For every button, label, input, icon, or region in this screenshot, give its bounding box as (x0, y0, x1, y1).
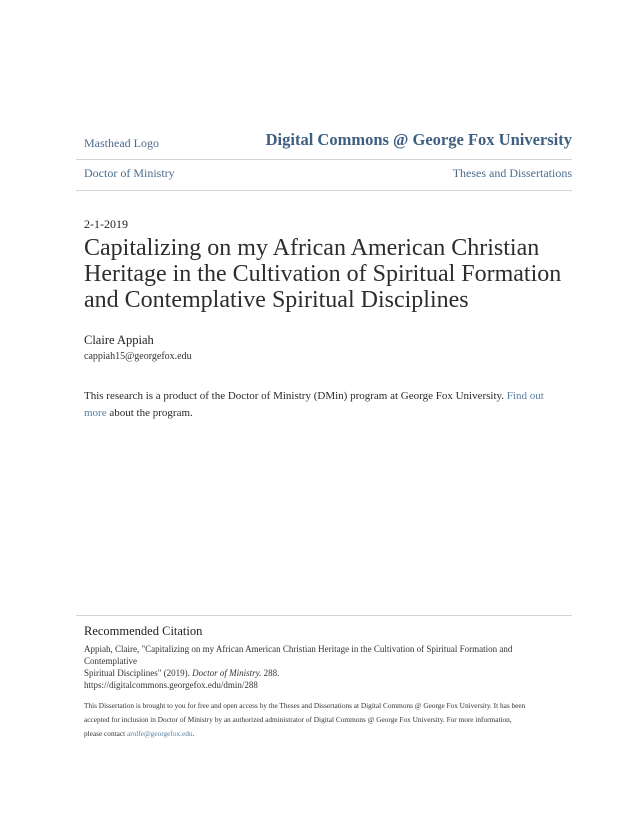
title-line-1: Capitalizing on my African American Christian (84, 235, 540, 261)
notice-line-3-prefix: please contact (84, 729, 126, 738)
find-out-more-link[interactable]: Find out more (84, 390, 544, 419)
publication-date: 2-1-2019 (84, 217, 128, 231)
author-email: cappiah15@georgefox.edu (84, 351, 192, 362)
blurb-text: This research is a product of the Doctor of Ministry (DMin) program at George Fox University. (84, 390, 505, 402)
citation-line-2-prefix: Spiritual Disciplines" (2019). (84, 668, 190, 678)
citation-text (84, 643, 564, 691)
title-line-2: Heritage in the Cultivation of Spiritual Formation (84, 261, 562, 287)
site-title-link[interactable]: Digital Commons @ George Fox University (265, 130, 572, 149)
citation-collection: Doctor of Ministry. (192, 668, 262, 678)
breadcrumb (84, 166, 572, 184)
document-title (84, 235, 564, 313)
notice-line-1: This Dissertation is brought to you for free and open access by the Theses and Dissertations at Digital Commons @ George Fox University. It has been (84, 701, 526, 710)
title-line-3: and Contemplative Spiritual Disciplines (84, 287, 469, 313)
masthead (84, 130, 572, 160)
citation-heading: Recommended Citation (84, 624, 203, 638)
citation-number: 288. (263, 668, 280, 678)
citation-divider (76, 615, 572, 616)
masthead-divider (76, 159, 572, 160)
masthead-logo[interactable]: Masthead Logo (84, 136, 159, 150)
contact-email-link[interactable]: arolfe@georgefox.edu (126, 729, 193, 738)
nav-doctor-of-ministry-link[interactable]: Doctor of Ministry (84, 166, 175, 180)
nav-theses-link[interactable]: Theses and Dissertations (452, 166, 572, 180)
citation-url[interactable]: https://digitalcommons.georgefox.edu/dmin/288 (84, 680, 258, 690)
notice-line-3-suffix: . (192, 729, 195, 738)
nav-divider (76, 190, 572, 191)
program-blurb (84, 388, 560, 422)
citation-line-1: Appiah, Claire, "Capitalizing on my African American Christian Heritage in the Cultivation of Spiritual Formation and Contemplative (84, 644, 513, 666)
notice-line-2: accepted for inclusion in Doctor of Ministry by an authorized administrator of Digital Commons @ George Fox University. For more information, (84, 715, 512, 724)
blurb-tail: about the program. (109, 407, 193, 419)
author-name: Claire Appiah (84, 333, 154, 347)
access-notice (84, 699, 564, 741)
